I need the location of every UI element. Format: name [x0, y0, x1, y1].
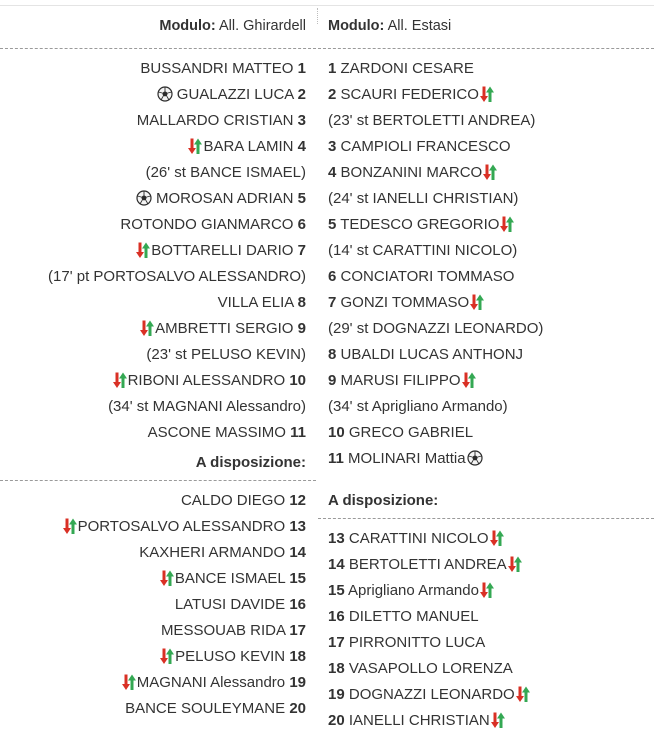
home-coach: All. Ghirardell [218, 18, 306, 34]
player-number: 8 [297, 294, 306, 311]
player-row [0, 160, 316, 186]
home-starters [0, 56, 316, 446]
player-name: ROTONDO GIANMARCO [120, 216, 294, 233]
player-row [318, 446, 654, 472]
away-coach: All. Estasi [387, 18, 452, 34]
sub-in-icon [159, 569, 175, 587]
player-number: 1 [328, 60, 337, 77]
separator [318, 48, 654, 49]
player-name: MOROSAN ADRIAN [155, 190, 294, 207]
away-starters [318, 56, 654, 472]
player-name: (34' st Aprigliano Armando) [328, 398, 508, 415]
player-name: DILETTO MANUEL [348, 608, 479, 625]
player-name: (17' pt PORTOSALVO ALESSANDRO) [48, 268, 306, 285]
player-name: CAMPIOLI FRANCESCO [340, 138, 511, 155]
player-name: BANCE SOULEYMANE [125, 700, 286, 717]
player-row [318, 656, 654, 682]
sub-in-icon [159, 647, 175, 665]
player-number: 2 [328, 86, 337, 103]
player-name: CALDO DIEGO [180, 492, 286, 509]
sub-in-icon [489, 529, 505, 547]
player-number: 20 [328, 712, 345, 729]
player-name: RIBONI ALESSANDRO [127, 372, 286, 389]
player-number: 19 [289, 674, 306, 691]
player-number: 2 [297, 86, 306, 103]
player-name: BUSSANDRI MATTEO [140, 60, 294, 77]
separator [0, 48, 316, 49]
player-row [0, 670, 316, 696]
player-number: 7 [328, 294, 337, 311]
player-number: 1 [297, 60, 306, 77]
sub-in-icon [121, 673, 137, 691]
player-row [0, 264, 316, 290]
player-number: 10 [289, 372, 306, 389]
player-name: (26' st BANCE ISMAEL) [145, 164, 306, 181]
player-row [318, 526, 654, 552]
player-number: 13 [289, 518, 306, 535]
away-bench [318, 526, 654, 734]
sub-in-icon [515, 685, 531, 703]
player-number: 16 [289, 596, 306, 613]
player-number: 17 [328, 634, 345, 651]
player-name: (34' st MAGNANI Alessandro) [108, 398, 306, 415]
player-row [0, 238, 316, 264]
player-name: (24' st IANELLI CHRISTIAN) [328, 190, 519, 207]
player-number: 7 [297, 242, 306, 259]
player-row [0, 394, 316, 420]
player-row [318, 238, 654, 264]
player-name: BOTTARELLI DARIO [151, 242, 294, 259]
player-row [318, 708, 654, 734]
player-row [0, 488, 316, 514]
player-row [0, 212, 316, 238]
player-row [318, 108, 654, 134]
player-number: 8 [328, 346, 337, 363]
player-row [0, 108, 316, 134]
player-number: 6 [328, 268, 337, 285]
sub-in-icon [479, 581, 495, 599]
player-row [318, 630, 654, 656]
sub-out-icon [499, 215, 515, 233]
player-number: 17 [289, 622, 306, 639]
player-row [0, 592, 316, 618]
player-name: BANCE ISMAEL [174, 570, 286, 587]
player-name: BONZANINI MARCO [340, 164, 483, 181]
player-row [0, 342, 316, 368]
player-name: CARATTINI NICOLO [348, 530, 489, 547]
sub-out-icon [139, 319, 155, 337]
sub-out-icon [479, 85, 495, 103]
away-lineup [318, 6, 654, 734]
player-number: 19 [328, 686, 345, 703]
player-name: TEDESCO GREGORIO [340, 216, 500, 233]
sub-out-icon [482, 163, 498, 181]
player-name: PIRRONITTO LUCA [348, 634, 486, 651]
player-number: 9 [328, 372, 337, 389]
player-name: ZARDONI CESARE [340, 60, 474, 77]
player-name: (23' st PELUSO KEVIN) [146, 346, 306, 363]
player-name: MARUSI FILIPPO [340, 372, 461, 389]
player-name: MOLINARI Mattia [348, 450, 466, 467]
sub-out-icon [135, 241, 151, 259]
player-row [0, 420, 316, 446]
player-number: 5 [328, 216, 337, 233]
player-name: VILLA ELIA [217, 294, 294, 311]
player-row [318, 682, 654, 708]
player-row [318, 578, 654, 604]
player-number: 13 [328, 530, 345, 547]
player-number: 4 [328, 164, 337, 181]
player-name: GUALAZZI LUCA [176, 86, 294, 103]
player-row [0, 134, 316, 160]
player-name: KAXHERI ARMANDO [139, 544, 286, 561]
player-number: 16 [328, 608, 345, 625]
player-name: MALLARDO CRISTIAN [136, 112, 294, 129]
player-number: 12 [289, 492, 306, 509]
sub-in-icon [62, 517, 78, 535]
player-row [0, 618, 316, 644]
player-number: 15 [328, 582, 345, 599]
player-name: LATUSI DAVIDE [174, 596, 286, 613]
player-number: 15 [289, 570, 306, 587]
player-name: MESSOUAB RIDA [160, 622, 286, 639]
player-name: PORTOSALVO ALESSANDRO [77, 518, 286, 535]
sub-in-icon [507, 555, 523, 573]
player-number: 10 [328, 424, 345, 441]
away-header-label: Modulo: [328, 18, 385, 34]
player-number: 3 [297, 112, 306, 129]
ball-icon [136, 189, 152, 205]
player-number: 18 [289, 648, 306, 665]
player-row [0, 186, 316, 212]
player-number: 11 [328, 450, 344, 467]
sub-out-icon [461, 371, 477, 389]
away-bench-title: A disposizione: [328, 492, 439, 509]
player-row [0, 290, 316, 316]
player-row [0, 540, 316, 566]
player-number: 5 [297, 190, 306, 207]
player-row [318, 134, 654, 160]
player-row [318, 604, 654, 630]
sub-out-icon [187, 137, 203, 155]
player-row [318, 316, 654, 342]
player-row [0, 644, 316, 670]
player-row [318, 160, 654, 186]
player-name: Aprigliano Armando [348, 582, 479, 599]
player-name: UBALDI LUCAS ANTHONJ [340, 346, 524, 363]
player-number: 11 [290, 424, 306, 441]
sub-out-icon [112, 371, 128, 389]
home-header-label: Modulo: [159, 18, 216, 34]
player-name: BERTOLETTI ANDREA [348, 556, 507, 573]
player-number: 20 [289, 700, 306, 717]
ball-icon [467, 449, 483, 465]
player-row [318, 212, 654, 238]
player-number: 3 [328, 138, 337, 155]
player-row [318, 394, 654, 420]
home-header [0, 6, 316, 48]
player-row [318, 552, 654, 578]
player-row [0, 82, 316, 108]
player-name: DOGNAZZI LEONARDO [348, 686, 515, 703]
player-row [0, 566, 316, 592]
player-name: GRECO GABRIEL [348, 424, 474, 441]
player-row [0, 316, 316, 342]
player-row [318, 56, 654, 82]
player-name: BARA LAMIN [203, 138, 294, 155]
player-number: 9 [297, 320, 306, 337]
player-name: SCAURI FEDERICO [340, 86, 479, 103]
sub-in-icon [490, 711, 506, 729]
player-name: MAGNANI Alessandro [136, 674, 286, 691]
away-header [318, 6, 654, 48]
player-name: GONZI TOMMASO [340, 294, 470, 311]
player-name: (14' st CARATTINI NICOLO) [328, 242, 518, 259]
player-name: VASAPOLLO LORENZA [348, 660, 513, 677]
separator [0, 480, 316, 481]
player-row [318, 420, 654, 446]
player-number: 18 [328, 660, 345, 677]
home-bench-title: A disposizione: [195, 454, 306, 471]
player-row [318, 290, 654, 316]
player-name: IANELLI CHRISTIAN [348, 712, 490, 729]
player-name: (23' st BERTOLETTI ANDREA) [328, 112, 536, 129]
player-row [318, 342, 654, 368]
player-number: 14 [289, 544, 306, 561]
player-number: 4 [297, 138, 306, 155]
player-row [0, 696, 316, 722]
player-row [0, 368, 316, 394]
ball-icon [157, 85, 173, 101]
home-bench [0, 488, 316, 722]
player-row [318, 264, 654, 290]
player-row [318, 82, 654, 108]
player-number: 14 [328, 556, 345, 573]
home-lineup [0, 6, 316, 722]
separator [318, 518, 654, 519]
player-name: ASCONE MASSIMO [147, 424, 286, 441]
player-row [0, 56, 316, 82]
sub-out-icon [469, 293, 485, 311]
player-name: PELUSO KEVIN [175, 648, 286, 665]
player-number: 6 [297, 216, 306, 233]
player-name: AMBRETTI SERGIO [155, 320, 294, 337]
player-name: (29' st DOGNAZZI LEONARDO) [328, 320, 544, 337]
player-row [318, 368, 654, 394]
player-row [318, 186, 654, 212]
player-row [0, 514, 316, 540]
player-name: CONCIATORI TOMMASO [340, 268, 515, 285]
